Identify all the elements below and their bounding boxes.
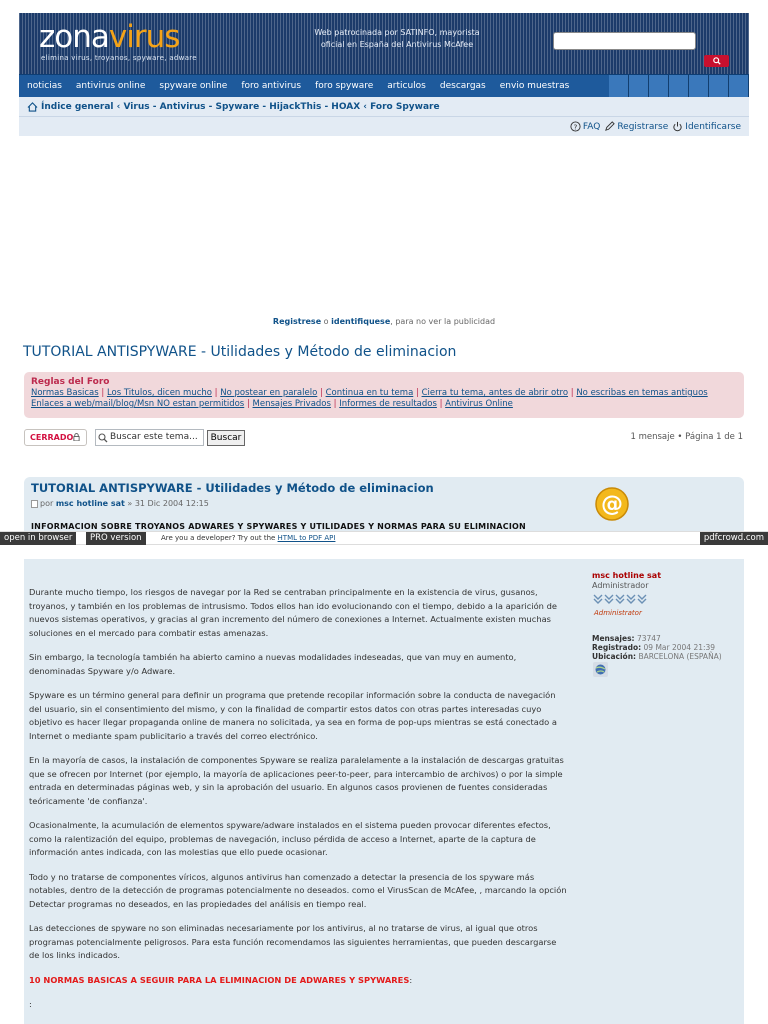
profile-stats [592,634,722,661]
pagination-info: 1 mensaje • Página 1 de 1 [630,432,743,442]
nav-item-articulos[interactable]: articulos [387,81,426,91]
topic-search-placeholder: Buscar este tema... [110,432,198,442]
site-header [19,13,749,74]
rules-link[interactable]: Continua en tu tema [325,388,414,398]
post-content [29,586,569,1023]
rank-badge-text: Administrator [594,609,642,617]
nav-item-noticias[interactable]: noticias [27,81,62,91]
magnifier-icon [98,433,108,443]
user-links-bar [19,117,749,136]
topic-search-input[interactable] [95,429,204,446]
login-link[interactable] [672,121,741,132]
pro-version-button[interactable]: PRO version [86,532,146,545]
logo-text-zona: zona [39,19,109,55]
faq-link[interactable] [570,121,600,132]
login-label: Identificarse [685,121,741,132]
profile-rank: Administrador [592,581,649,590]
rules-link[interactable]: No postear en paralelo [220,388,318,398]
post-paragraph: Sin embargo, la tecnología también ha abierto camino a nuevas modalidades indeseadas, que van muy en aumento, denominadas Spyware y/o Adware. [29,652,517,676]
registered-label: Registrado: [592,643,642,652]
pdf-dev-prefix: Are you a developer? Try out the [161,534,276,542]
website-globe-icon[interactable] [593,662,608,677]
post-date: » 31 Dic 2004 12:15 [127,499,209,508]
registered-value: 09 Mar 2004 21:39 [643,643,716,652]
post-title[interactable]: TUTORIAL ANTISPYWARE - Utilidades y Método de eliminacion [31,481,434,495]
rules-links: Normas Basicas | Los Titulos, dicen mucho | No postear en paralelo | Continua en tu tema | Cierra tu tema, antes de abrir otro | No escribas en temas antiguos Enlaces a web/mail/blog/Msn NO estan permitidos | Mensajes Privados | Informes de resultados | Antivirus Online [31,388,708,409]
pdfcrowd-bar [0,531,768,545]
lock-icon [73,433,80,441]
search-icon [713,57,721,65]
ad-register-note [19,317,749,326]
post [24,477,744,1024]
post-paragraph: Todo y no tratarse de componentes víricos, algunos antivirus han comenzado a detectar la presencia de los spyware más notables, dentro de la detección de programas potencialmente no deseados. como el VirusScan de McAfee, , marcando la opción Detectar programas no deseados, en las propiedades del análisis en tiempo real. [29,871,567,909]
rank-badge-icon [592,591,648,621]
post-paragraph: Ocasionalmente, la acumulación de elementos spyware/adware instalados en el sistema pueden provocar diferentes efectos, como la ralentización del equipo, problemas de navegación, incluso pérdida de acceso a Internet, aparte de la captura de información antes indicada, con las molestias que ello puede ocasionar. [29,820,551,857]
site-search-input[interactable] [553,32,696,50]
rules-link[interactable]: Informes de resultados [339,399,437,409]
site-logo[interactable] [39,19,179,55]
topic-action-bar [19,427,749,447]
register-link[interactable] [604,121,668,132]
open-in-browser-button[interactable]: open in browser [0,532,76,545]
nav-item-spyware-online[interactable]: spyware online [159,81,228,91]
post-paragraph: Las detecciones de spyware no son eliminadas necesariamente por los antivirus, al no tratarse de virus, al igual que otros programas potencialmente peligrosos. Para esta función recomendamos las siguientes herramientas, que pueden descargarse de los links indicados. [29,923,557,960]
nav-item-foro-antivirus[interactable]: foro antivirus [241,81,302,91]
pdf-gap [0,545,768,559]
closed-label: CERRADO [30,433,74,442]
pdfcrowd-brand[interactable]: pdfcrowd.com [700,532,768,545]
rules-link[interactable]: Los Titulos, dicen mucho [106,388,212,398]
ad-or-text: o [323,317,329,326]
home-icon [27,102,38,112]
main-nav [19,74,749,97]
post-paragraph: Spyware es un término general para definir un programa que pretende recopilar información sobre la conducta de navegación del usuario, sin el consentimiento del mismo, y con la finalidad de compartir estos datos con otras partes interesadas cuyo objetivo es hacer llegar propaganda online de manera no solicitada, ya sea en forma de pop-ups mientras se está conectado a Internet o mediante spam publicitario a través del correo electrónico. [29,690,557,741]
post-meta [31,499,576,508]
post-body [31,481,576,531]
post-by: por [40,499,54,508]
topic-locked-button[interactable] [24,429,87,446]
ad-space [19,136,749,336]
nav-item-antivirus-online[interactable]: antivirus online [75,81,146,91]
rules-title: Reglas del Foro [31,377,110,387]
breadcrumb-text[interactable]: Índice general ‹ Virus - Antivirus - Spyware - HijackThis - HOAX ‹ Foro Spyware [41,101,440,112]
red-heading-colon: : [409,974,413,985]
post-doc-icon [31,500,38,508]
nav-item-foro-spyware[interactable]: foro spyware [315,81,374,91]
pdf-api-link[interactable]: HTML to PDF API [277,534,336,542]
nav-item-descargas[interactable]: descargas [439,81,486,91]
rules-link[interactable]: Normas Basicas [31,388,99,398]
nav-item-envio-muestras[interactable]: envio muestras [499,81,570,91]
forum-rules-box [24,372,744,418]
post-paragraph: En la mayoría de casos, la instalación de componentes Spyware se realiza paralelamente a la instalación de descargas gratuitas que se ofrecen por Internet (por ejemplo, la mayoría de aplicaciones peer-to-peer, para intercambio de archivos) o por la simple entrada en determinadas páginas web, y sin la aprobación del usuario. En algunos casos provienen de fuentes consideradas teóricamente 'de confianza'. [29,755,564,806]
rules-link[interactable]: Mensajes Privados [252,399,331,409]
rules-link[interactable]: Cierra tu tema, antes de abrir otro [421,388,569,398]
post-trailing: : [29,999,32,1009]
pencil-icon [604,121,615,132]
sponsor-line-2: oficial en España del Antivirus McAfee [320,40,474,49]
svg-text:?: ? [573,122,578,132]
rules-link[interactable]: Enlaces a web/mail/blog/Msn NO estan permitidos [31,399,245,409]
pdf-dev-text [161,532,335,544]
breadcrumb [19,97,749,117]
svg-text:@: @ [601,492,623,517]
profile-username[interactable]: msc hotline sat [592,571,662,580]
location-label: Ubicación: [592,652,637,661]
sponsor-text [297,27,497,51]
help-icon [570,121,581,132]
ad-note-tail: , para no ver la publicidad [390,317,496,326]
ad-identify-link[interactable]: identifiquese [331,317,391,326]
post-paragraph: Durante mucho tiempo, los riesgos de navegar por la Red se centraban principalmente en la existencia de virus, gusanos, troyanos, y también en los problemas de intrusismo. Todos ellos han ido evolucionando con el tiempo, debido a la aparición de nuevos sistemas operativos, y gracias al gran incremento del número de conexiones a Internet. Actualmente existen muchas soluciones en el mercado para combatir estas amenazas. [29,587,557,638]
faq-label: FAQ [582,121,601,132]
rules-link[interactable]: No escribas en temas antiguos [576,388,708,398]
location-value: BARCELONA (ESPAÑA) [638,652,722,661]
logo-text-virus: virus [108,19,180,55]
avatar[interactable] [594,486,630,522]
nav-decoration [609,75,749,97]
posts-value: 73747 [636,634,661,643]
register-label: Registrarse [617,121,669,132]
post-author-link[interactable]: msc hotline sat [55,499,125,508]
red-heading-text: 10 NORMAS BASICAS A SEGUIR PARA LA ELIMINACION DE ADWARES Y SPYWARES [29,974,410,985]
ad-register-link[interactable]: Registrese [272,317,322,326]
topic-search-button[interactable]: Buscar [207,430,245,446]
site-search-button[interactable] [704,55,729,67]
sponsor-line-1: Web patrocinada por SATINFO, mayorista [314,28,480,37]
power-icon [672,121,683,132]
posts-label: Mensajes: [592,634,635,643]
post-red-heading [29,974,569,988]
post-info-heading: INFORMACION SOBRE TROYANOS ADWARES Y SPYWARES Y UTILIDADES Y NORMAS PARA SU ELIMINACION [31,522,526,531]
rules-link[interactable]: Antivirus Online [445,399,513,409]
page-title[interactable]: TUTORIAL ANTISPYWARE - Utilidades y Método de eliminacion [23,344,457,360]
site-tagline: elimina virus, troyanos, spyware, adware [41,54,197,62]
